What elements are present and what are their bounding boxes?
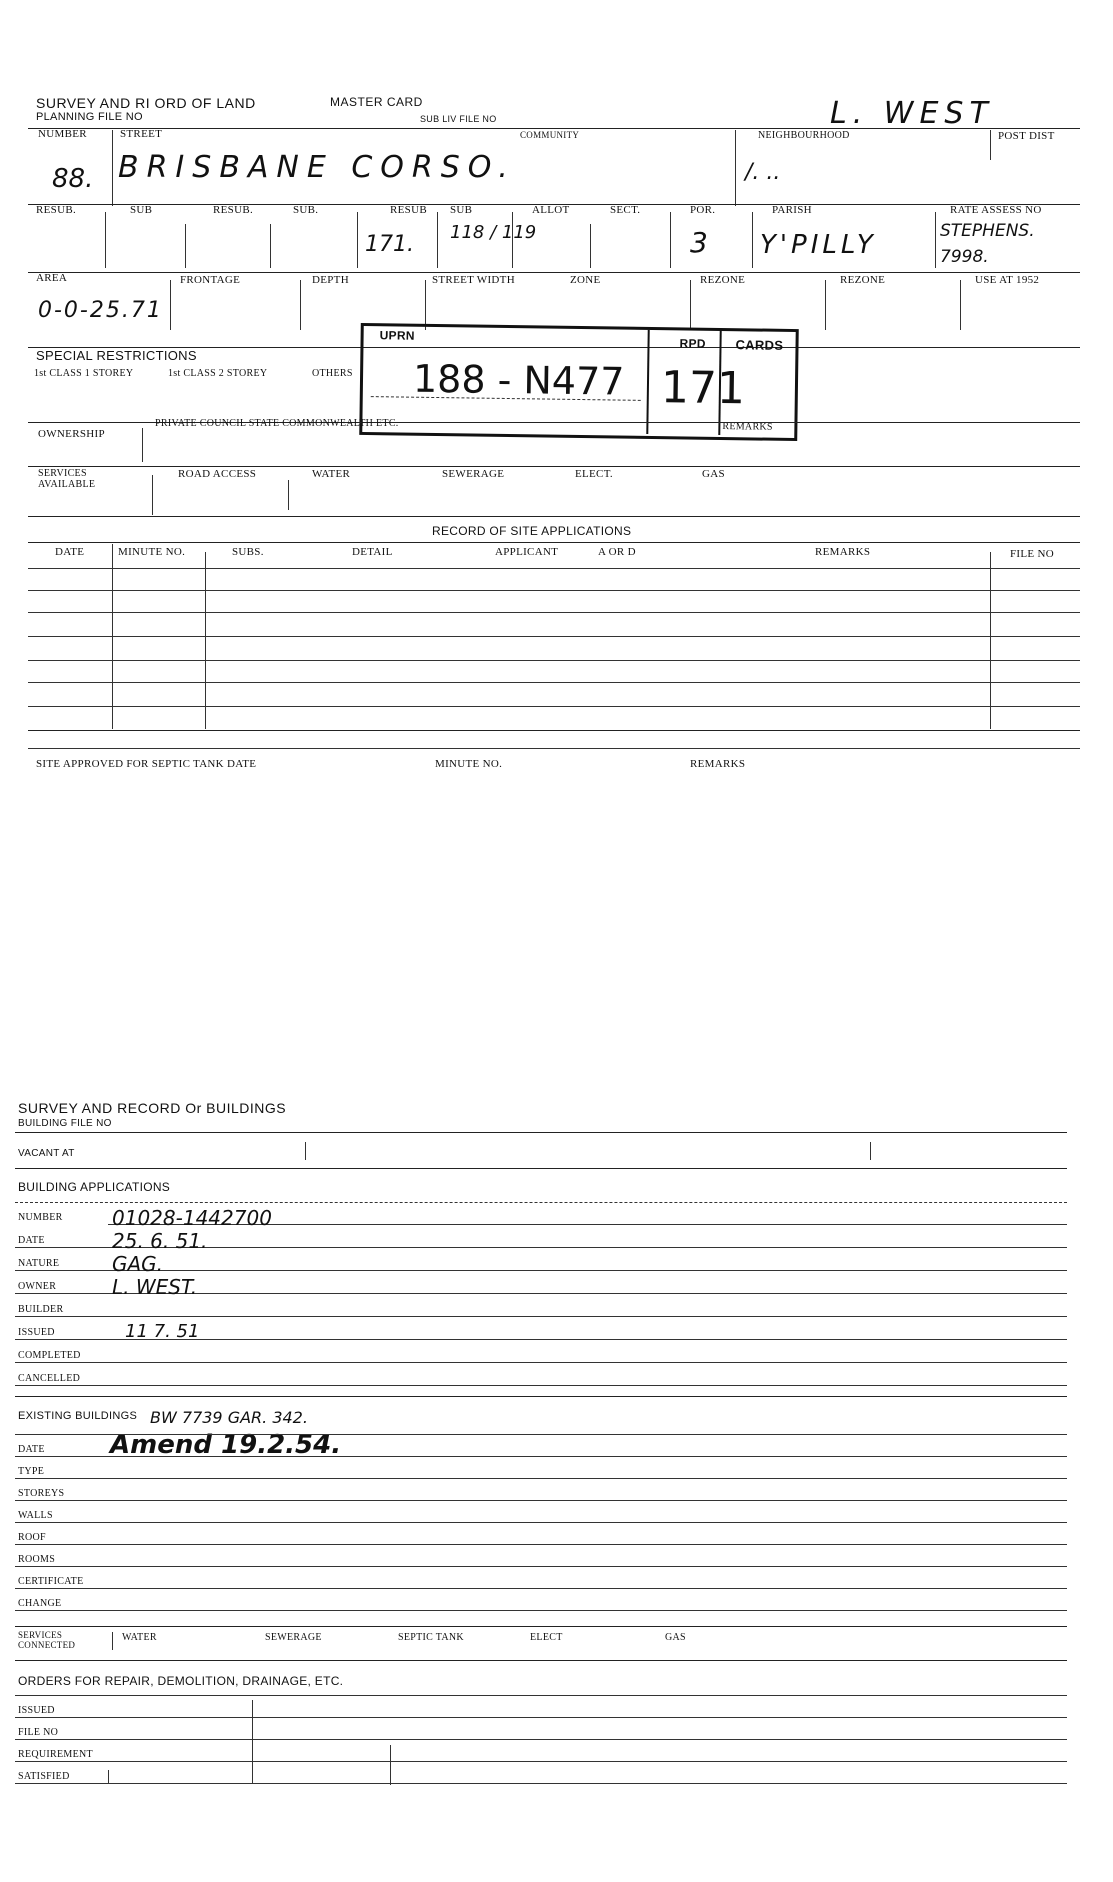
site-detail-header: DETAIL [352,546,393,558]
cards-label: CARDS [735,337,784,353]
elect-label: ELECT. [575,468,613,480]
por-label: POR. [690,204,716,216]
gas-label: GAS [702,468,725,480]
vacant-at-label: VACANT AT [18,1148,75,1159]
area-label: AREA [36,272,68,284]
class2-label: 1st CLASS 2 STOREY [168,368,268,379]
existing-value: BW 7739 GAR. 342. [150,1408,308,1427]
septic-remarks-label: REMARKS [690,758,746,770]
services-connected-label: SERVICES CONNECTED [18,1630,76,1650]
existing-buildings-label: EXISTING BUILDINGS [18,1410,138,1422]
site-date-header: DATE [55,546,85,558]
allot-label: ALLOT [532,204,570,216]
site-applications-title: RECORD OF SITE APPLICATIONS [432,524,632,538]
o-requirement-label: REQUIREMENT [18,1749,93,1760]
use-at-label: USE AT 1952 [975,274,1040,286]
sub-label: SUB [130,204,153,216]
stamp-remarks-label: REMARKS [722,421,773,433]
special-restrictions-label: SPECIAL RESTRICTIONS [36,348,197,363]
number-value: 88. [52,164,94,194]
sub-value: 118 / 119 [450,222,537,243]
building-file-label: BUILDING FILE NO [18,1118,112,1129]
bs-gas-label: GAS [665,1632,686,1643]
street-value: BRISBANE CORSO. [118,150,516,185]
por-value: 3 [690,226,708,259]
ba-nature-value: GAG. [112,1252,164,1276]
uprn-value: 188 - N477 [412,356,625,404]
master-card-label: MASTER CARD [330,95,423,109]
land-card-title: SURVEY AND RI ORD OF LAND [36,95,256,111]
resub-value: 171. [365,232,414,257]
bs-septic-label: SEPTIC TANK [398,1632,464,1643]
sub3-label: SUB [450,204,473,216]
sub2-label: SUB. [293,204,319,216]
class1-label: 1st CLASS 1 STOREY [34,368,134,379]
corner-note: L. WEST [830,96,994,131]
rate-assess-value: STEPHENS. 7998. [940,221,1035,267]
others-label: OTHERS [312,368,353,379]
ba-builder-label: BUILDER [18,1304,64,1315]
bs-water-label: WATER [122,1632,157,1643]
eb-walls-label: WALLS [18,1510,53,1521]
ba-owner-label: OWNER [18,1281,57,1292]
ba-number-label: NUMBER [18,1212,63,1223]
ba-cancelled-label: CANCELLED [18,1373,81,1384]
site-file-header: FILE NO [1010,548,1054,560]
bs-elect-label: ELECT [530,1632,563,1643]
ba-nature-label: NATURE [18,1258,60,1269]
o-satisfied-label: SATISFIED [18,1771,70,1782]
neighbourhood-label: NEIGHBOURHOOD [758,130,850,141]
bs-sewerage-label: SEWERAGE [265,1632,322,1643]
resub2-label: RESUB. [213,204,254,216]
amend-value: Amend 19.2.54. [110,1430,342,1460]
rpd-value: 171 [660,362,746,415]
site-aord-header: A OR D [598,546,636,558]
site-minute-header: MINUTE NO. [118,546,186,558]
road-access-label: ROAD ACCESS [178,468,257,480]
ba-owner-value: L. WEST. [112,1275,198,1299]
rpd-label: RPD [679,336,706,351]
site-applicant-header: APPLICANT [495,546,559,558]
post-dist-label: POST DIST [998,130,1055,142]
eb-rooms-label: ROOMS [18,1554,56,1565]
ownership-types-label: PRIVATE COUNCIL STATE COMMONWEALTH ETC. [155,418,399,429]
resub-label: RESUB. [36,204,77,216]
uprn-stamp [359,323,799,441]
rezone2-label: REZONE [840,274,886,286]
building-applications-label: BUILDING APPLICATIONS [18,1180,171,1194]
ownership-label: OWNERSHIP [38,428,105,440]
eb-change-label: CHANGE [18,1598,62,1609]
eb-type-label: TYPE [18,1466,45,1477]
sub-file-label: SUB LIV FILE NO [420,114,497,124]
neighbourhood-value: /. .. [745,160,781,185]
parish-value: Y'PILLY [760,230,877,260]
septic-tank-label: SITE APPROVED FOR SEPTIC TANK DATE [36,758,257,770]
number-label: NUMBER [38,128,87,140]
sect-label: SECT. [610,204,641,216]
building-card-title: SURVEY AND RECORD Or BUILDINGS [18,1100,287,1116]
eb-certificate-label: CERTIFICATE [18,1576,84,1587]
eb-date-label: DATE [18,1444,45,1455]
site-subs-header: SUBS. [232,546,264,558]
ba-date-value: 25. 6. 51. [112,1229,208,1253]
o-file-label: FILE NO [18,1727,59,1738]
planning-file-label: PLANNING FILE NO [36,111,143,123]
depth-label: DEPTH [312,274,349,286]
resub3-label: RESUB [390,204,427,216]
ba-issued-label: ISSUED [18,1327,55,1338]
ba-issued-value: 11 7. 51 [125,1321,200,1342]
eb-storeys-label: STOREYS [18,1488,65,1499]
sewerage-label: SEWERAGE [442,468,505,480]
ba-number-value: 01028-1442700 [112,1206,272,1230]
rate-assess-label: RATE ASSESS NO [950,204,1042,216]
site-remarks-header: REMARKS [815,546,871,558]
uprn-label: UPRN [379,328,415,343]
area-value: 0-0-25.71 [38,298,163,323]
street-label: STREET [120,128,163,140]
rezone-label: REZONE [700,274,746,286]
frontage-label: FRONTAGE [180,274,241,286]
ba-completed-label: COMPLETED [18,1350,81,1361]
community-label: COMMUNITY [520,130,580,140]
services-available-label: SERVICES AVAILABLE [38,468,96,490]
o-issued-label: ISSUED [18,1705,55,1716]
water-label: WATER [312,468,351,480]
septic-minute-label: MINUTE NO. [435,758,503,770]
parish-label: PARISH [772,204,812,216]
eb-roof-label: ROOF [18,1532,46,1543]
street-width-label: STREET WIDTH [432,274,515,286]
ba-date-label: DATE [18,1235,45,1246]
zone-label: ZONE [570,274,601,286]
orders-label: ORDERS FOR REPAIR, DEMOLITION, DRAINAGE, ETC. [18,1674,344,1688]
